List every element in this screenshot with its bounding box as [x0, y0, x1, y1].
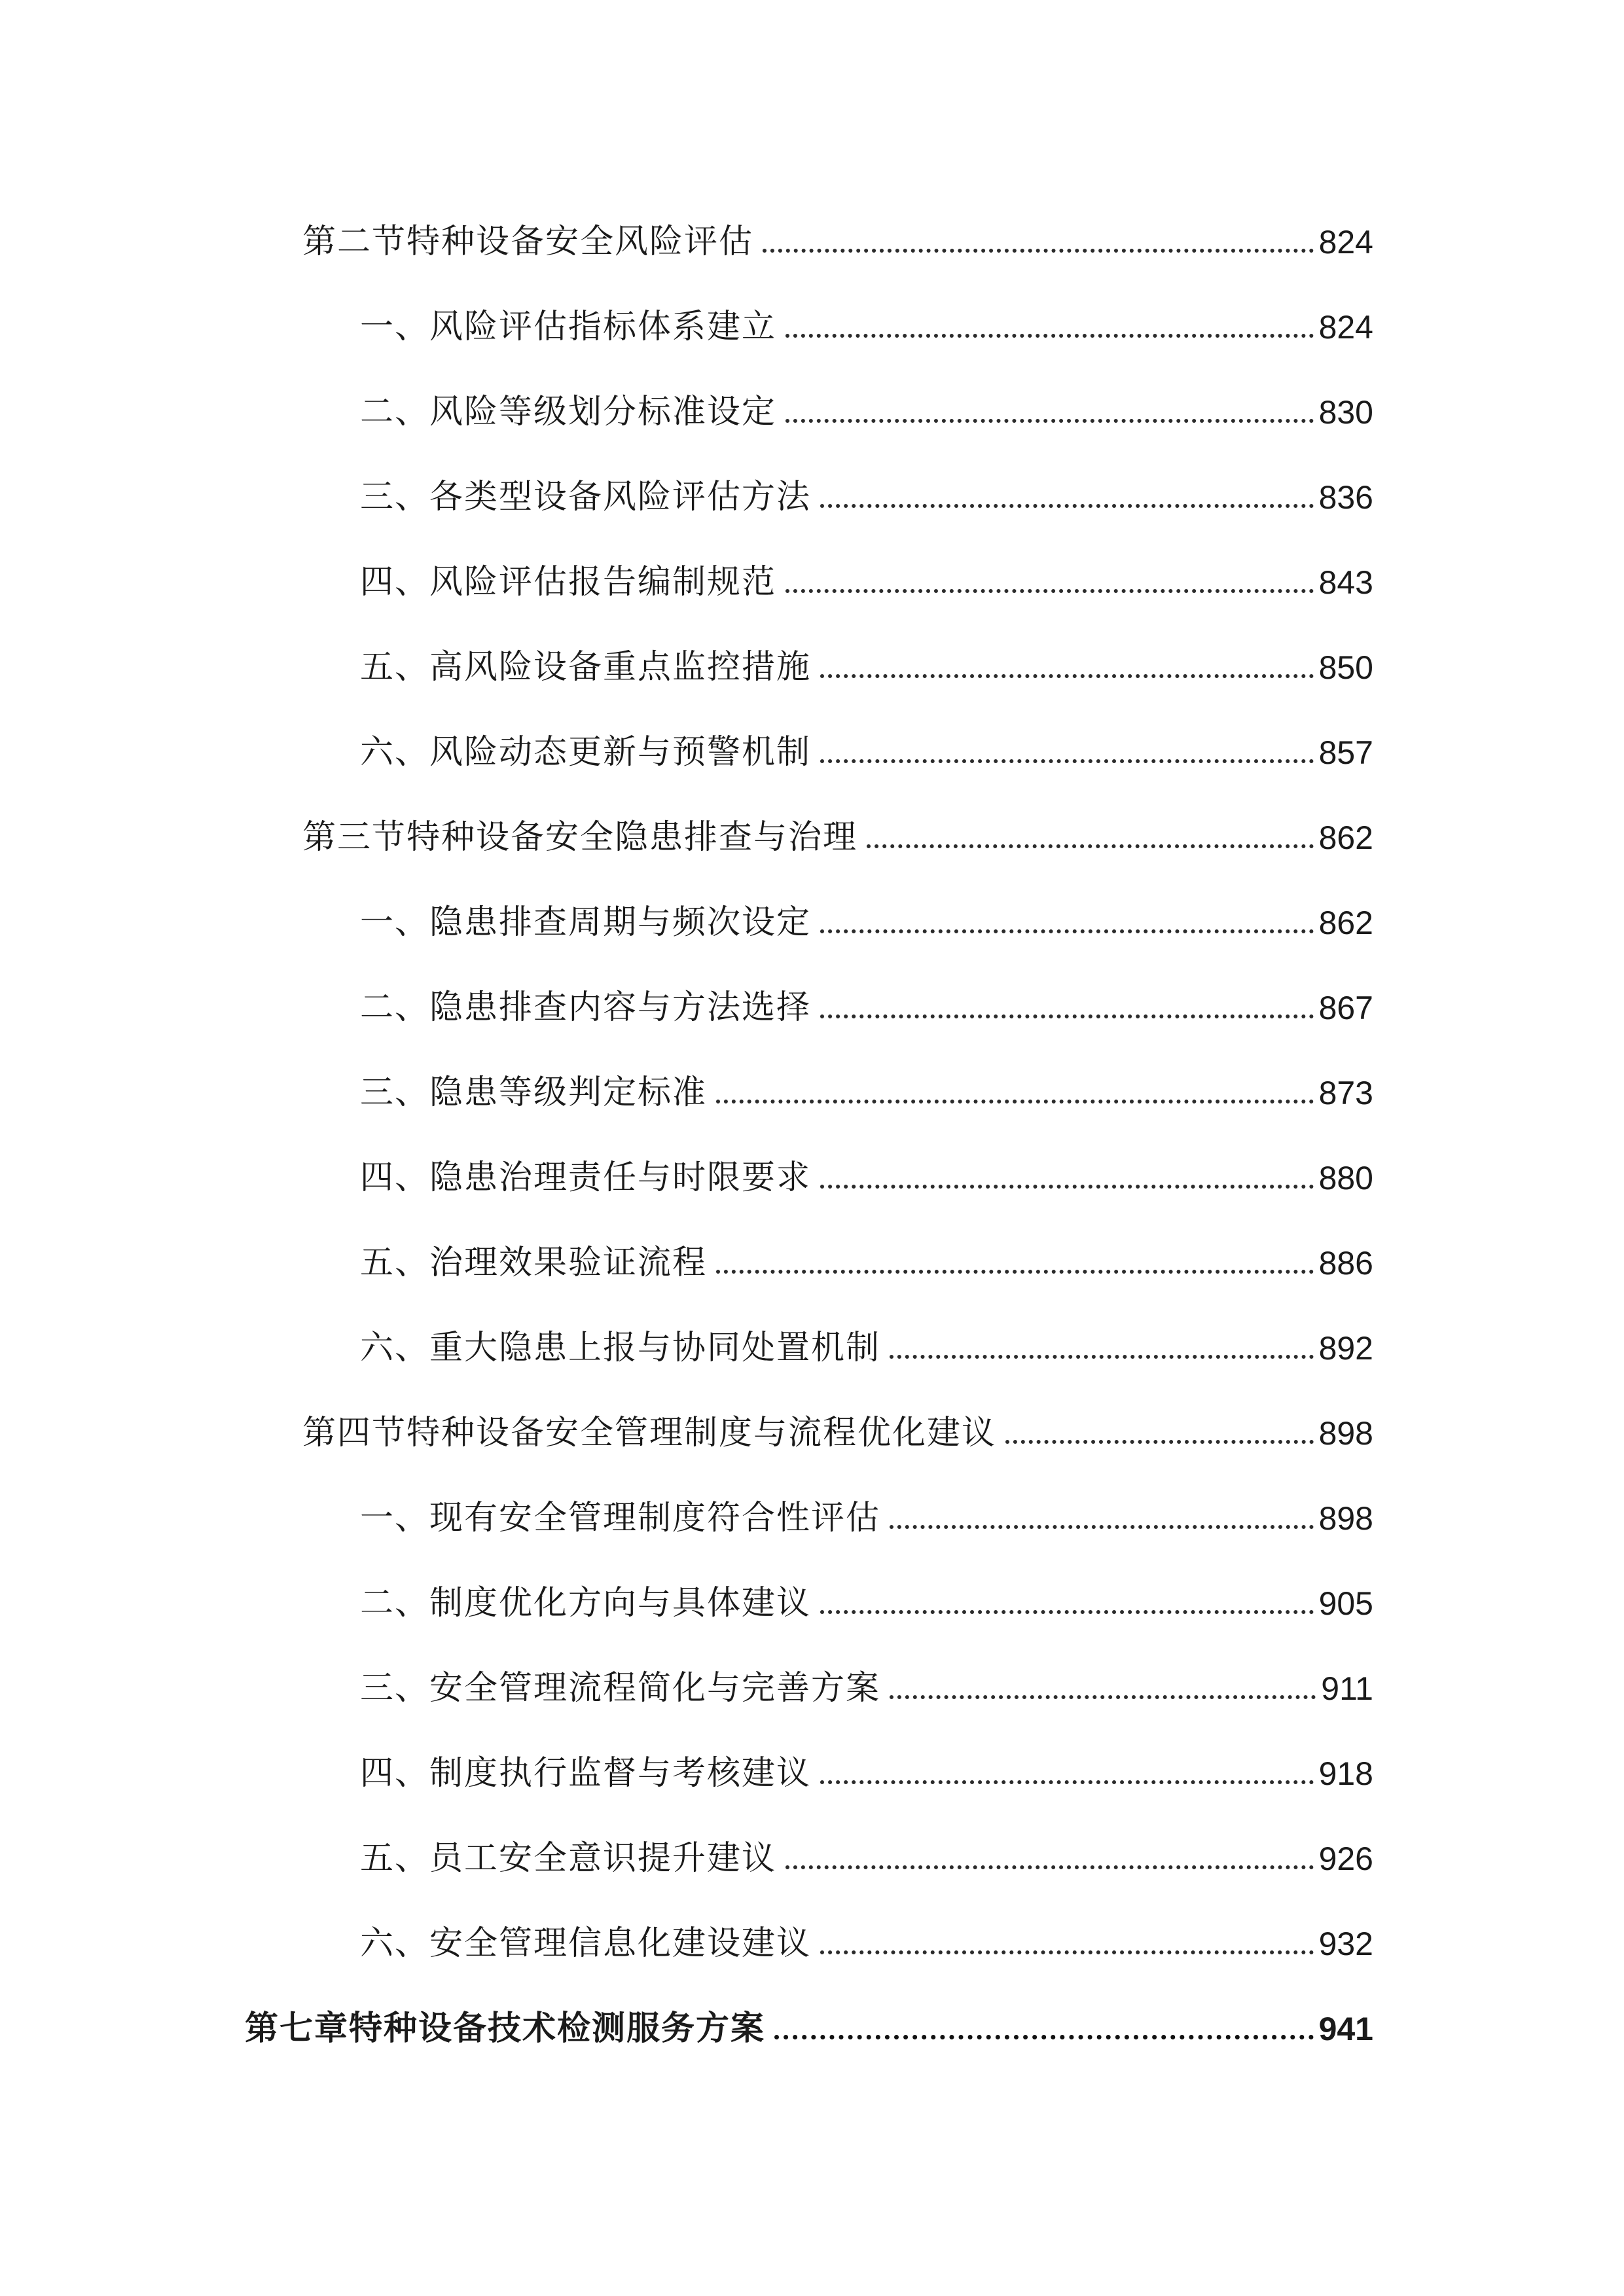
- toc-entry-item: [360, 458, 1373, 517]
- toc-entry-item: [360, 884, 1373, 942]
- toc-entry-title: 五、高风险设备重点监控措施: [360, 647, 812, 687]
- dot-leader: [890, 1355, 1314, 1359]
- toc-entry-section: [302, 798, 1373, 857]
- dot-leader: [820, 929, 1314, 933]
- toc-entry-title: 第七章特种设备技术检测服务方案: [245, 2009, 766, 2048]
- dot-leader: [820, 674, 1314, 678]
- toc-entry-page-number: 918: [1318, 1755, 1373, 1792]
- toc-entry-section: [302, 1394, 1373, 1453]
- toc-entry-title: 二、隐患排查内容与方法选择: [360, 988, 812, 1027]
- toc-entry-item: [360, 1734, 1373, 1793]
- toc-entry-page-number: 932: [1318, 1926, 1373, 1962]
- toc-entry-page-number: 926: [1318, 1840, 1373, 1877]
- toc-entry-title: 六、风险动态更新与预警机制: [360, 732, 812, 772]
- toc-entry-title: 四、隐患治理责任与时限要求: [360, 1158, 812, 1197]
- toc-entry-page-number: 843: [1318, 564, 1373, 601]
- dot-leader: [820, 1610, 1314, 1614]
- toc-entry-item: [360, 1309, 1373, 1368]
- dot-leader: [820, 504, 1314, 508]
- toc-entry-title: 二、风险等级划分标准设定: [360, 392, 777, 431]
- toc-entry-page-number: 898: [1318, 1415, 1373, 1452]
- toc-entry-page-number: 880: [1318, 1160, 1373, 1196]
- dot-leader: [774, 2035, 1314, 2039]
- dot-leader: [820, 1014, 1314, 1018]
- toc-entry-item: [360, 1139, 1373, 1198]
- dot-leader: [820, 759, 1314, 763]
- toc-entry-title: 六、重大隐患上报与协同处置机制: [360, 1328, 881, 1367]
- toc-entry-item: [360, 1649, 1373, 1708]
- toc-entry-page-number: 862: [1318, 905, 1373, 941]
- toc-entry-item: [360, 713, 1373, 772]
- toc-entry-title: 一、现有安全管理制度符合性评估: [360, 1498, 881, 1537]
- dot-leader: [1005, 1440, 1314, 1444]
- dot-leader: [785, 1865, 1314, 1869]
- toc-entry-page-number: 892: [1318, 1330, 1373, 1367]
- toc-entry-title: 一、隐患排查周期与频次设定: [360, 903, 812, 942]
- toc-entry-title: 二、制度优化方向与具体建议: [360, 1583, 812, 1623]
- toc-entry-page-number: 850: [1318, 649, 1373, 686]
- toc-entry-chapter: [245, 1990, 1373, 2049]
- dot-leader: [716, 1270, 1314, 1274]
- toc-entry-page-number: 824: [1318, 224, 1373, 260]
- toc-entry-item: [360, 1564, 1373, 1623]
- dot-leader: [785, 334, 1314, 338]
- dot-leader: [890, 1695, 1316, 1699]
- toc-entry-item: [360, 288, 1373, 347]
- dot-leader: [890, 1525, 1314, 1529]
- toc-entry-item: [360, 969, 1373, 1028]
- toc-entry-page-number: 911: [1321, 1670, 1373, 1707]
- toc-entry-title: 四、制度执行监督与考核建议: [360, 1753, 812, 1793]
- toc-entry-page-number: 824: [1318, 309, 1373, 346]
- toc-entry-section: [302, 203, 1373, 262]
- toc-entry-title: 第三节特种设备安全隐患排查与治理: [302, 817, 858, 857]
- toc-entry-page-number: 830: [1318, 394, 1373, 431]
- dot-leader: [820, 1780, 1314, 1784]
- dot-leader: [785, 419, 1314, 423]
- toc-entry-item: [360, 1479, 1373, 1538]
- toc-entry-title: 第四节特种设备安全管理制度与流程优化建议: [302, 1413, 997, 1452]
- dot-leader: [820, 1950, 1314, 1954]
- toc-entry-item: [360, 1054, 1373, 1113]
- toc-entry-title: 四、风险评估报告编制规范: [360, 562, 777, 601]
- dot-leader: [716, 1100, 1314, 1103]
- toc-entry-title: 第二节特种设备安全风险评估: [302, 222, 754, 261]
- toc-entry-item: [360, 1820, 1373, 1878]
- toc-entry-item: [360, 1224, 1373, 1283]
- dot-leader: [820, 1185, 1314, 1189]
- toc-entry-item: [360, 628, 1373, 687]
- dot-leader: [785, 589, 1314, 593]
- toc-entry-page-number: 862: [1318, 819, 1373, 856]
- toc-entry-title: 五、治理效果验证流程: [360, 1243, 708, 1282]
- toc-entry-title: 三、各类型设备风险评估方法: [360, 477, 812, 516]
- toc-entry-title: 五、员工安全意识提升建议: [360, 1839, 777, 1878]
- toc-entry-title: 一、风险评估指标体系建立: [360, 307, 777, 346]
- toc-entry-item: [360, 543, 1373, 602]
- toc-entry-page-number: 867: [1318, 990, 1373, 1026]
- toc-entry-page-number: 941: [1318, 2011, 1373, 2047]
- toc-entry-title: 三、隐患等级判定标准: [360, 1073, 708, 1112]
- toc-entry-page-number: 905: [1318, 1585, 1373, 1622]
- toc-entry-item: [360, 373, 1373, 432]
- toc-entry-title: 三、安全管理流程简化与完善方案: [360, 1668, 881, 1708]
- toc-entry-page-number: 886: [1318, 1245, 1373, 1282]
- toc-entry-page-number: 873: [1318, 1075, 1373, 1111]
- toc-entry-page-number: 857: [1318, 734, 1373, 771]
- toc-entry-page-number: 898: [1318, 1500, 1373, 1537]
- dot-leader: [763, 249, 1314, 253]
- toc-entry-item: [360, 1905, 1373, 1964]
- dot-leader: [867, 844, 1314, 848]
- toc-entry-title: 六、安全管理信息化建设建议: [360, 1924, 812, 1963]
- toc-entry-page-number: 836: [1318, 479, 1373, 516]
